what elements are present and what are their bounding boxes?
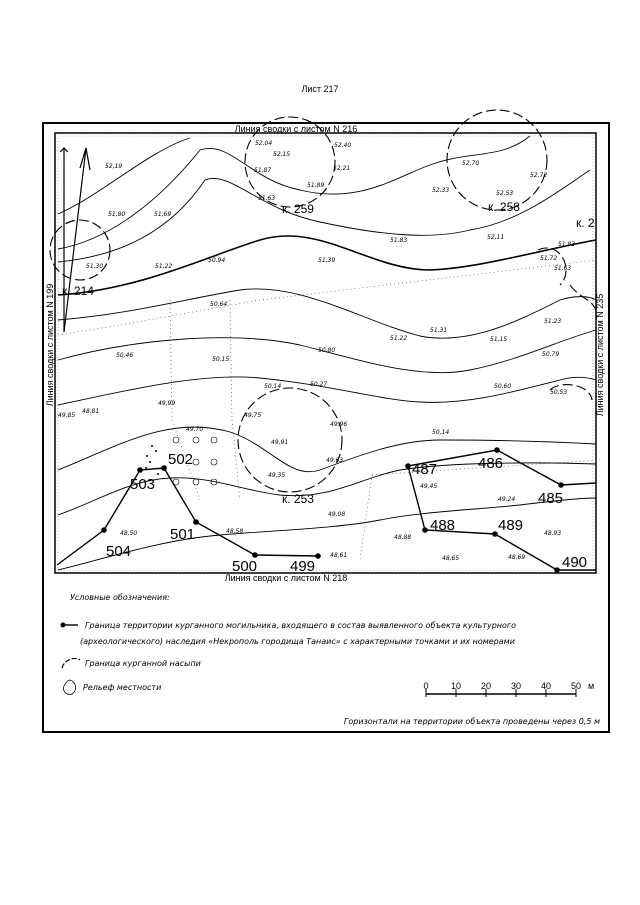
elevation-label: 51,72 bbox=[540, 255, 558, 262]
elevation-label: 52,40 bbox=[334, 142, 352, 149]
elevation-label: 49,70 bbox=[186, 426, 204, 433]
elevation-label: 51,22 bbox=[390, 335, 408, 342]
scale-tick: 20 bbox=[480, 681, 492, 691]
point-label: 487 bbox=[412, 461, 438, 478]
elevation-label: 50,64 bbox=[210, 301, 228, 308]
scale-tick: 40 bbox=[540, 681, 552, 691]
elevation-label: 49,08 bbox=[328, 511, 346, 518]
elevation-label: 51,22 bbox=[155, 263, 173, 270]
elevation-label: 50,53 bbox=[550, 389, 568, 396]
contour-interval-note: Горизонтали на территории объекта проведены через 0,5 м bbox=[343, 717, 600, 726]
legend-relief-label: Рельеф местности bbox=[83, 683, 162, 692]
match-line-top: Линия сводки с листом N 216 bbox=[234, 124, 358, 134]
kurgan-label: к. 259 bbox=[282, 202, 314, 216]
elevation-label: 51,63 bbox=[554, 265, 572, 272]
elevation-label: 50,60 bbox=[494, 383, 512, 390]
elevation-label: 48,58 bbox=[226, 528, 244, 535]
elevation-label: 49,91 bbox=[271, 439, 289, 446]
elevation-label: 51,83 bbox=[390, 237, 408, 244]
elevation-label: 50,27 bbox=[310, 381, 328, 388]
point-label: 500 bbox=[232, 558, 258, 575]
match-line-left: Линия сводки с листом N 199 bbox=[45, 283, 55, 407]
elevation-label: 51,31 bbox=[430, 327, 448, 334]
legend-relief-symbol bbox=[63, 680, 75, 694]
legend-title: Условные обозначения: bbox=[70, 593, 170, 602]
elevation-label: 48,69 bbox=[508, 554, 526, 561]
kurgan-label: к. 258 bbox=[488, 200, 520, 214]
elevation-label: 51,63 bbox=[258, 195, 276, 202]
legend-mound-label: Граница курганной насыпи bbox=[85, 659, 201, 668]
point-label: 488 bbox=[430, 517, 456, 534]
elevation-label: 49,96 bbox=[330, 421, 348, 428]
scale-unit: м bbox=[588, 681, 595, 691]
elevation-label: 48,61 bbox=[330, 552, 348, 559]
point-label: 499 bbox=[290, 558, 316, 575]
elevation-label: 50,14 bbox=[264, 383, 282, 390]
elevation-label: 51,69 bbox=[154, 211, 172, 218]
point-label: 486 bbox=[478, 455, 504, 472]
elevation-label: 49,45 bbox=[420, 483, 438, 490]
elevation-label: 52,72 bbox=[530, 172, 548, 179]
scale-tick: 0 bbox=[423, 681, 429, 691]
point-label: 490 bbox=[562, 554, 588, 571]
scale-tick: 10 bbox=[450, 681, 462, 691]
legend-boundary-symbol bbox=[61, 623, 79, 628]
elevation-label: 51,89 bbox=[307, 182, 325, 189]
elevation-label: 50,80 bbox=[318, 347, 336, 354]
elevation-label: 50,46 bbox=[116, 352, 134, 359]
elevation-label: 50,79 bbox=[542, 351, 560, 358]
scale-bar bbox=[423, 681, 594, 697]
kurgan-label: к. 253 bbox=[282, 492, 314, 506]
elevation-label: 52,04 bbox=[255, 140, 273, 147]
point-label: 501 bbox=[170, 526, 196, 543]
elevation-label: 52,70 bbox=[462, 160, 480, 167]
scale-tick: 30 bbox=[510, 681, 522, 691]
point-label: 489 bbox=[498, 517, 524, 534]
elevation-label: 48,50 bbox=[120, 530, 138, 537]
scale-tick: 50 bbox=[570, 681, 582, 691]
match-line-bottom: Линия сводки с листом N 218 bbox=[224, 573, 348, 583]
elevation-label: 49,35 bbox=[268, 472, 286, 479]
elevation-label: 52,15 bbox=[273, 151, 291, 158]
elevation-label: 51,30 bbox=[86, 263, 104, 270]
elevation-label: 51,23 bbox=[544, 318, 562, 325]
elevation-label: 49,75 bbox=[244, 412, 262, 419]
elevation-label: 51,39 bbox=[318, 257, 336, 264]
legend-boundary-line2: (археологического) наследия «Некрополь городища Танаис» с характерными точками и их номерами bbox=[80, 637, 515, 646]
elevation-label: 51,87 bbox=[254, 167, 272, 174]
sheet-title: Лист 217 bbox=[301, 84, 339, 94]
kurgan-label: к. 214 bbox=[62, 284, 94, 298]
elevation-label: 48,88 bbox=[394, 534, 412, 541]
elevation-label: 50,94 bbox=[208, 257, 226, 264]
elevation-label: 49,99 bbox=[158, 400, 176, 407]
elevation-label: 49,63 bbox=[326, 457, 344, 464]
elevation-label: 48,93 bbox=[544, 530, 562, 537]
elevation-label: 48,65 bbox=[442, 555, 460, 562]
point-label: 504 bbox=[106, 543, 132, 560]
elevation-label: 51,83 bbox=[558, 241, 576, 248]
point-label: 485 bbox=[538, 490, 564, 507]
match-line-right: Линия сводки с листом N 235 bbox=[595, 293, 605, 417]
dots-cluster bbox=[145, 445, 159, 475]
point-label: 502 bbox=[168, 451, 194, 468]
point-label: 503 bbox=[130, 476, 156, 493]
north-arrow bbox=[60, 148, 90, 332]
elevation-label: 52,11 bbox=[487, 234, 505, 241]
elevation-label: 51,80 bbox=[108, 211, 126, 218]
elevation-label: 52,21 bbox=[333, 165, 351, 172]
kurgan-label: к. 2 bbox=[576, 216, 595, 230]
legend-boundary-line1: Граница территории курганного могильника, входящего в состав выявленного объекта культурного bbox=[85, 621, 516, 630]
elevation-label: 50,15 bbox=[212, 356, 230, 363]
elevation-label: 48,81 bbox=[82, 408, 100, 415]
legend-mound-symbol bbox=[62, 658, 80, 668]
elevation-label: 49,85 bbox=[58, 412, 76, 419]
elevation-label: 50,14 bbox=[432, 429, 450, 436]
elevation-label: 52,53 bbox=[496, 190, 514, 197]
elevation-label: 51,15 bbox=[490, 336, 508, 343]
elevation-label: 49,24 bbox=[498, 496, 516, 503]
elevation-label: 52,33 bbox=[432, 187, 450, 194]
elevation-label: 52,19 bbox=[105, 163, 123, 170]
kurgan-mound-boundaries bbox=[50, 110, 597, 492]
